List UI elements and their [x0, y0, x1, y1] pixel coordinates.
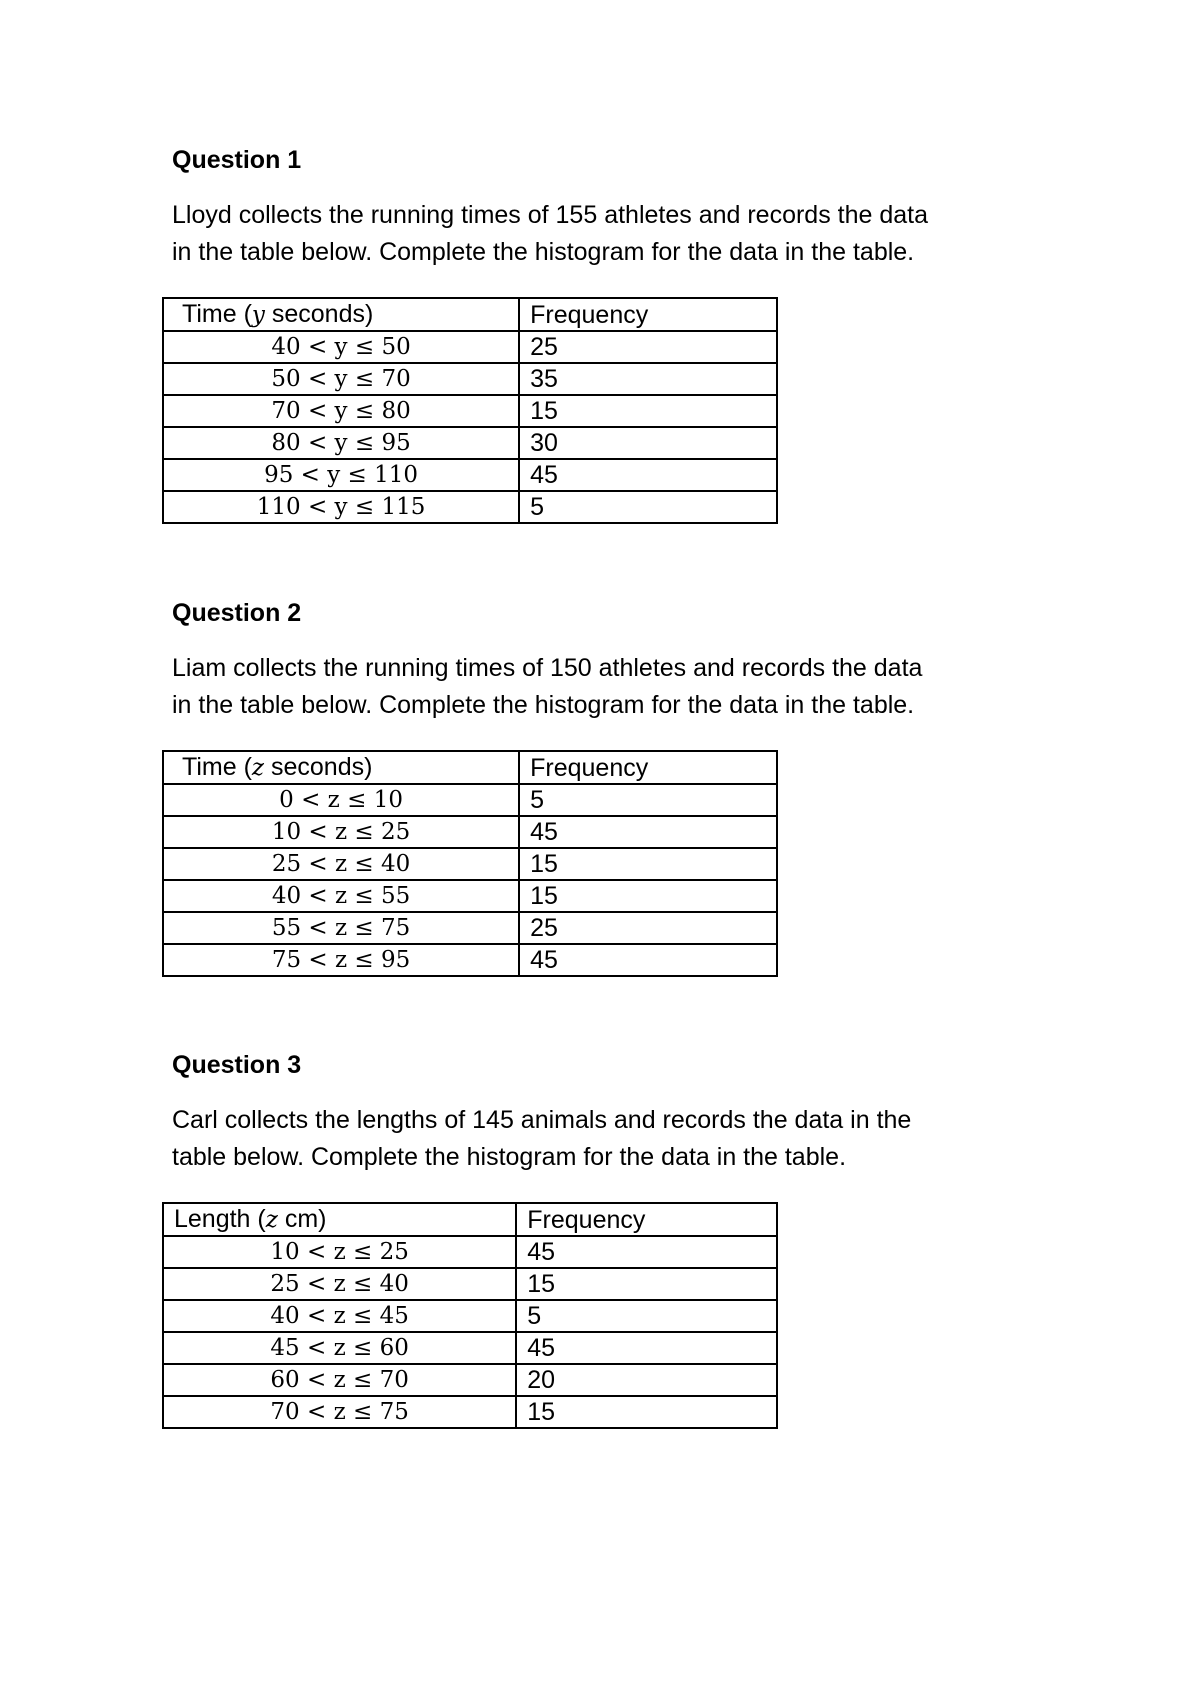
table-row [163, 880, 777, 912]
table-row [163, 1236, 777, 1268]
frequency-cell: 15 [516, 1396, 777, 1428]
frequency-table [162, 750, 778, 977]
frequency-cell: 30 [519, 427, 777, 459]
interval-cell: 45 < z ≤ 60 [163, 1332, 516, 1364]
table-row [163, 395, 777, 427]
question-text [172, 197, 1052, 271]
header-text: cm) [277, 1205, 327, 1233]
interval-cell: 25 < z ≤ 40 [163, 848, 519, 880]
table-row [163, 1268, 777, 1300]
header-text: Time ( [182, 300, 252, 328]
interval-cell: 95 < y ≤ 110 [163, 459, 519, 491]
header-variable: y [251, 302, 265, 328]
question-text-line: Carl collects the lengths of 145 animals and records the data in the [172, 1106, 912, 1134]
interval-cell: 25 < z ≤ 40 [163, 1268, 516, 1300]
question-title: Question 2 [172, 599, 302, 627]
question-text-line: in the table below. Complete the histogram for the data in the table. [172, 691, 915, 719]
header-text: Time ( [182, 753, 252, 781]
table-row [163, 1364, 777, 1396]
interval-cell: 70 < y ≤ 80 [163, 395, 519, 427]
interval-cell: 40 < z ≤ 45 [163, 1300, 516, 1332]
question-title: Question 3 [172, 1051, 302, 1079]
table-row [163, 1300, 777, 1332]
question-title: Question 1 [172, 146, 302, 174]
frequency-cell: 15 [519, 880, 777, 912]
table-header-frequency: Frequency [519, 298, 777, 331]
table-row [163, 1396, 777, 1428]
table-row [163, 1332, 777, 1364]
frequency-cell: 45 [516, 1332, 777, 1364]
interval-cell: 60 < z ≤ 70 [163, 1364, 516, 1396]
frequency-cell: 35 [519, 363, 777, 395]
interval-cell: 10 < z ≤ 25 [163, 1236, 516, 1268]
frequency-cell: 5 [519, 784, 777, 816]
header-text: seconds) [264, 300, 374, 328]
interval-cell: 40 < y ≤ 50 [163, 331, 519, 363]
frequency-cell: 5 [516, 1300, 777, 1332]
table-row [163, 944, 777, 976]
interval-cell: 50 < y ≤ 70 [163, 363, 519, 395]
header-text: seconds) [264, 753, 373, 781]
frequency-cell: 15 [519, 848, 777, 880]
table-row [163, 912, 777, 944]
interval-cell: 0 < z ≤ 10 [163, 784, 519, 816]
table-header-time [163, 298, 519, 331]
table-header-row [163, 1203, 777, 1236]
question-text-line: table below. Complete the histogram for the data in the table. [172, 1143, 847, 1171]
table-header-row [163, 751, 777, 784]
frequency-cell: 15 [519, 395, 777, 427]
table-row [163, 848, 777, 880]
frequency-cell: 5 [519, 491, 777, 523]
question-text-line: in the table below. Complete the histogram for the data in the table. [172, 238, 915, 266]
question-3 [172, 1050, 1072, 1426]
table-header-row [163, 298, 777, 331]
frequency-table [162, 297, 778, 524]
table-row [163, 331, 777, 363]
interval-cell: 110 < y ≤ 115 [163, 491, 519, 523]
question-2 [172, 598, 1072, 974]
table-header-length [163, 1203, 516, 1236]
question-text-line: Liam collects the running times of 150 athletes and records the data [172, 654, 923, 682]
table-row [163, 427, 777, 459]
frequency-cell: 45 [519, 944, 777, 976]
frequency-cell: 25 [519, 912, 777, 944]
table-header-time [163, 751, 519, 784]
frequency-cell: 45 [519, 459, 777, 491]
frequency-cell: 45 [516, 1236, 777, 1268]
table-row [163, 491, 777, 523]
question-text [172, 650, 1052, 724]
frequency-cell: 45 [519, 816, 777, 848]
question-text [172, 1102, 1052, 1176]
header-text: Length ( [174, 1205, 266, 1233]
frequency-cell: 15 [516, 1268, 777, 1300]
frequency-table [162, 1202, 778, 1429]
header-variable: z [265, 1207, 278, 1233]
frequency-cell: 20 [516, 1364, 777, 1396]
question-text-line: Lloyd collects the running times of 155 athletes and records the data [172, 201, 929, 229]
table-row [163, 784, 777, 816]
table-row [163, 459, 777, 491]
table-row [163, 816, 777, 848]
table-row [163, 363, 777, 395]
interval-cell: 55 < z ≤ 75 [163, 912, 519, 944]
frequency-cell: 25 [519, 331, 777, 363]
interval-cell: 80 < y ≤ 95 [163, 427, 519, 459]
interval-cell: 40 < z ≤ 55 [163, 880, 519, 912]
question-1 [172, 145, 1072, 521]
header-variable: z [251, 755, 265, 781]
interval-cell: 75 < z ≤ 95 [163, 944, 519, 976]
interval-cell: 10 < z ≤ 25 [163, 816, 519, 848]
interval-cell: 70 < z ≤ 75 [163, 1396, 516, 1428]
table-header-frequency: Frequency [519, 751, 777, 784]
table-header-frequency: Frequency [516, 1203, 777, 1236]
